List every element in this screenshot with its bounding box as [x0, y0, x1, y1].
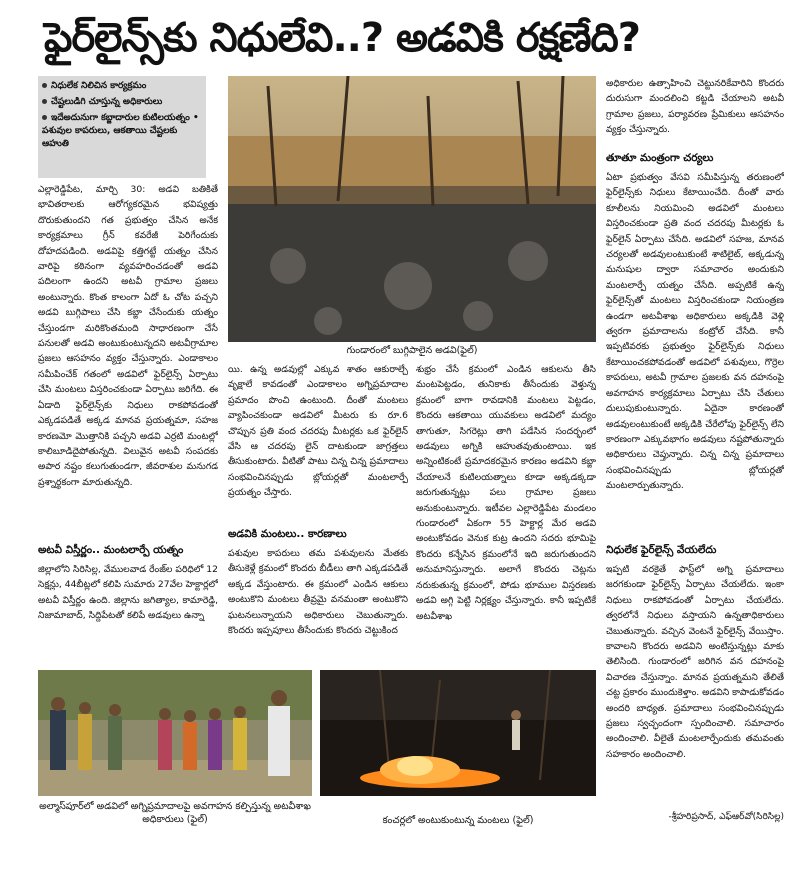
caption-bottom-right-photo: కంచర్లలో అంటుకుంటున్న మంటలు (ఫైల్) — [382, 815, 534, 826]
article-column-2-text-2: పశువుల కాపరులు తమ పశువులను మేతకు తీసుకెళ్లే క్రమంలో కొందరు బీడీలు తాగి ఎక్కడపడితే అక్కడ వేస్తుంటారు. ఈ క్రమంలో ఎండిన ఆకులు అంటుకొని మంటలు తీవ్రమై వనమంతా అంటుకొని ఘటనలున్నాయని అధికారులు చెబుతున్నారు. కొందరు ఇప్పపూలు తీసేందుకు కొందరు చెట్టుకింద — [228, 548, 408, 637]
caption-top-photo: గుండారంలో బుగ్గిపాలైన అడవి(ఫైల్) — [346, 345, 478, 356]
subheading-no-funds: నిధులేక ఫైర్‌లైన్స్ వేయలేదు — [606, 544, 717, 556]
highlight-item: ఇదేఅదునుగా కబ్జాదారుల కుటిలయత్నం • పశువుల కాపరులు, ఆకతాయి చేష్టలకు ఆహుతి — [42, 113, 199, 149]
article-column-4-text-mid: ఏటా ప్రభుత్వం వేసవి సమీపిస్తున్న తరుణంలో ఫైర్‌లైన్స్‌కు నిధులు కేటాయించేది. దీంతో వారు కూలీలను నియమించి అడవిలో మంటలు విస్తరించకుండా ప్రతి వంద చదరపు మీటర్లకు ఓ ఫైర్‌లైన్ ఏర్పాటు చేసేది. అడవిలో సహజ, మానవ చర్యలతో అడవులంటుకుంటే శాటిలైట్, అక్కడున్న మనుషుల ద్వారా సమాచారం అందుకుని మంటలార్పే యత్నం చేసేది. అప్పటికే ఉన్న ఫైర్‌లైన్స్‌తో మంటలు విస్తరించకుండా నియంత్రణ ఉండగా అటవీశాఖ అధికారులు అక్కడికి వెళ్లి త్వరగా ప్రమాదాలను కంట్రోల్ చేసేది. కానీ ఇప్పటివరకు ప్రభుత్వం ఫైర్‌లైన్స్‌కు నిధులు కేటాయించకపోవడంతో అడవిలో పశువులు, గొర్రెల కాపరులు, అటవీ గ్రామాల ప్రజలకు వన దహనంపై అవగాహన కార్యక్రమాలు ఏర్పాటు చేసి చేతులు దులుపుకుంటున్నారు. ఏదైనా కారణంతో అడవులంటుకుంటే అక్కడికి చేరేలోపు ఫైర్‌లైన్స్ లేని కారణంగా ఎక్కువభాగం అడవులు నష్టపోతున్నారు అధికారులు చెప్తున్నారు. చిన్న చిన్న ప్రమాదాలు సంభవించినప్పుడు బ్లోయర్లతో మంటలార్పుతున్నారు. — [606, 172, 784, 492]
awareness-meeting-photo — [38, 670, 312, 796]
article-column-2-text: యి. ఉన్న అడవుల్లో ఎక్కువ శాతం ఆకురాల్చే వృక్షాలే కావడంతో ఎండాకాలం అగ్నిప్రమాదాల ప్రమాదం పొంచి ఉంటుంది. దీంతో మంటలు వ్యాపించకుండా అడవిలో మీటరు కు రూ.6 చొప్పున ప్రతి వంద చదరపు మీటర్లకు ఒక ఫైర్‌లైన్ వేసి ఆ చదరపు లైన్ దాటకుండా జాగ్రత్తలు తీసుకుంటారు. వీటితో పాటు చిన్న చిన్న ప్రమాదాలు సంభవించినప్పుడు బ్లోయర్లతో మంటలార్పే ప్రయత్నం చేస్తారు. — [228, 364, 408, 499]
burnt-forest-photo — [228, 76, 596, 342]
bullet-icon — [42, 83, 47, 88]
article-column-3-text: శుభ్రం చేసే క్రమంలో ఎండిన ఆకులను తీసి మంటపెట్టడం, తునికాకు తీసేందుకు వెళ్తున్న క్రమంలో బాగా రావడానికి మంటలు పెట్టడం, కొందరు ఆకతాయి యువకులు అడవిలో మద్యం తాగుతూ, సిగరెట్లు తాగి పడేసిన సందర్భంలో అడవులు అగ్నికి ఆహుతవుతుంటాయి. ఇక అన్నింటికంటే ప్రమాదకరమైన కారణం అడవిని కబ్జా చేయాలనే కుటిలయత్నాలు కూడా అక్కడక్కడా జరుగుతున్నట్లు పలు గ్రామాల ప్రజలు అనుకుంటున్నారు. ఇటీవల ఎల్లారెడ్డిపేట మండలం గుండారంలో ఏకంగా 55 హెక్టార్ల మేర అడవి అంటుకోవడం వెనుక కుట్ర ఉందని సదరు భూమిపై కొందరు కన్నేసిన క్రమంలోనే ఇది జరుగుతుందని అనుమానిస్తున్నారు. అలాగే కొందరు చెట్లను నరుకుతున్న క్రమంలో, పోడు భూముల విస్తరణకు అడవి అగ్గి పెట్టి నిర్లక్ష్యం చేస్తున్నారు. కానీ ఇప్పటికే అటవీశాఖ — [416, 364, 596, 622]
article-column-4-text-bottom: ఇప్పటి వరకైతే ఫాస్ట్‌లో అగ్ని ప్రమాదాలు జరగకుండా ఫైర్‌లైన్స్ ఏర్పాటు చేయలేదు. ఇంకా నిధులు రాకపోవడంతో ఏర్పాటు చేయలేదు. త్వరలోనే నిధులు వస్తాయని ఉన్నతాధికారులు చెబుతున్నారు. వచ్చిన వెంటనే ఫైర్‌లైన్స్ వేయిస్తాం. కావాలని కొందరు అడవిని అంటిస్తున్నట్లు మాకు తెలిసింది. గుండారంలో జరిగిన వన దహనంపై విచారణ చేస్తున్నాం. మానవ ప్రయత్నమని తేలితే చట్ట ప్రకారం ముందుకెళ్తాం. అడవిని కాపాడుకోవడం అందరి బాధ్యత. ప్రమాదాలు సంభవించినప్పుడు ప్రజలు స్వచ్ఛందంగా స్పందించాలి. సమాచారం అందించాలి. వీలైతే మంటలార్పేందుకు తమవంతు సహకారం అందించాలి. — [606, 564, 784, 760]
article-column-4-text-top: అధికారుల ఉత్సాహించి చెట్టునరికేవారిని కొందరు దురుసుగా మందలించి కట్టడి చేయాలని అటవీ గ్రామాల ప్రజలు, పర్యావరణ ప్రేమికులు ఆసహనం వ్యక్తం చేస్తున్నారు. — [606, 78, 784, 136]
forest-fire-photo — [320, 670, 596, 796]
subheading-token-measures: తూతూ మంత్రంగా చర్యలు — [606, 152, 714, 164]
article-column-1-text-2: జిల్లాలోని సిరిసిల్ల, వేములవాడ రేంజ్‌ల పరిధిలో 12 సెక్షన్లు, 44బీట్లలో కలిపి సుమారు 27వేల హెక్టార్లలో అటవీ విస్తీర్ణం ఉంది. జిల్లాను జగిత్యాల, కామారెడ్డి, నిజామాబాద్, సిద్దిపేటతో కలిపే అడవులు ఉన్నా — [38, 564, 218, 622]
caption-bottom-left-photo: అల్మాస్‌పూర్‌లో అడవిలో అగ్నిప్రమాదాలపై అవగాహన కల్పిస్తున్న అటవీశాఖ అధికారులు (ఫైల్) — [39, 801, 311, 825]
byline: -శ్రీహరిప్రసాద్, ఎఫ్ఆర్‌వో(సిరిసిల్ల) — [668, 812, 784, 822]
highlight-item: నిధులేక నిలిచిన కార్యక్రమం — [42, 80, 202, 93]
subheading-causes: అడవికి మంటలు.. కారణాలు — [228, 528, 347, 540]
bullet-icon — [42, 99, 47, 104]
headline: ఫైర్‌లైన్స్‌కు నిధులేవి..? అడవికి రక్షణేది? — [44, 15, 640, 61]
subheading-forest-area: అటవీ విస్తీర్ణం.. మంటలార్పే యత్నం — [38, 544, 184, 556]
highlights-box — [38, 76, 206, 178]
bullet-icon — [42, 115, 47, 120]
highlight-item: చేష్టలుడిగి చూస్తున్న అధికారులు — [42, 96, 202, 109]
article-column-1-text: ఎల్లారెడ్డిపేట, మార్చి 30: అడవి బతికితే భావితరాలకు ఆరోగ్యకరమైన భవిష్యత్తు దొరుకుతుందని గత ప్రభుత్వం చేసిన అనేక కార్యక్రమాలు గ్రీన్ కవరేజీ పెరిగేందుకు దోహదపడింది. అడవిపై కత్తిగట్టే యత్నం చేసిన వారిపై కఠినంగా వ్యవహరించడంతో అడవి పదిలంగా ఉందని అటవీ గ్రామాల ప్రజలు అంటున్నారు. కొంత కాలంగా ఏదో ఓ చోట పచ్చని అడవి బుగ్గిపాలు చేసి కబ్జా చేసేందుకు యత్నం చేస్తుండగా మరికొంతమంది సాధారణంగా చేసే పనులతో అడవి అంటుకుంటున్నదని అటవీగ్రామాల ప్రజలు ఆసహనం వ్యక్తం చేస్తున్నారు. ఎండాకాలం సమీపించేక్ గతంలో అడవిలో ఫైర్‌లైన్స్ ఏర్పాటు చేసి మంటలు విస్తరించకుండా ఏర్పాటు జరిగేది. ఈ ఏడాది ఫైర్‌లైన్స్‌కు నిధులు రాకపోవడంతో ఎక్కడపడితే అక్కడ మానవ ప్రయత్నమా, సహజ కారణమో మొత్తానికి పచ్చని అడవి ఎర్రటి మంటల్లో కాలిబూడిదైపోతున్నది. విలువైన అటవీ సంపదకు అపార నష్టం కలుగుతుండగా, జీవరాశుల మనుగడ ప్రశ్నార్థకంగా మారుతున్నది. — [38, 184, 218, 488]
